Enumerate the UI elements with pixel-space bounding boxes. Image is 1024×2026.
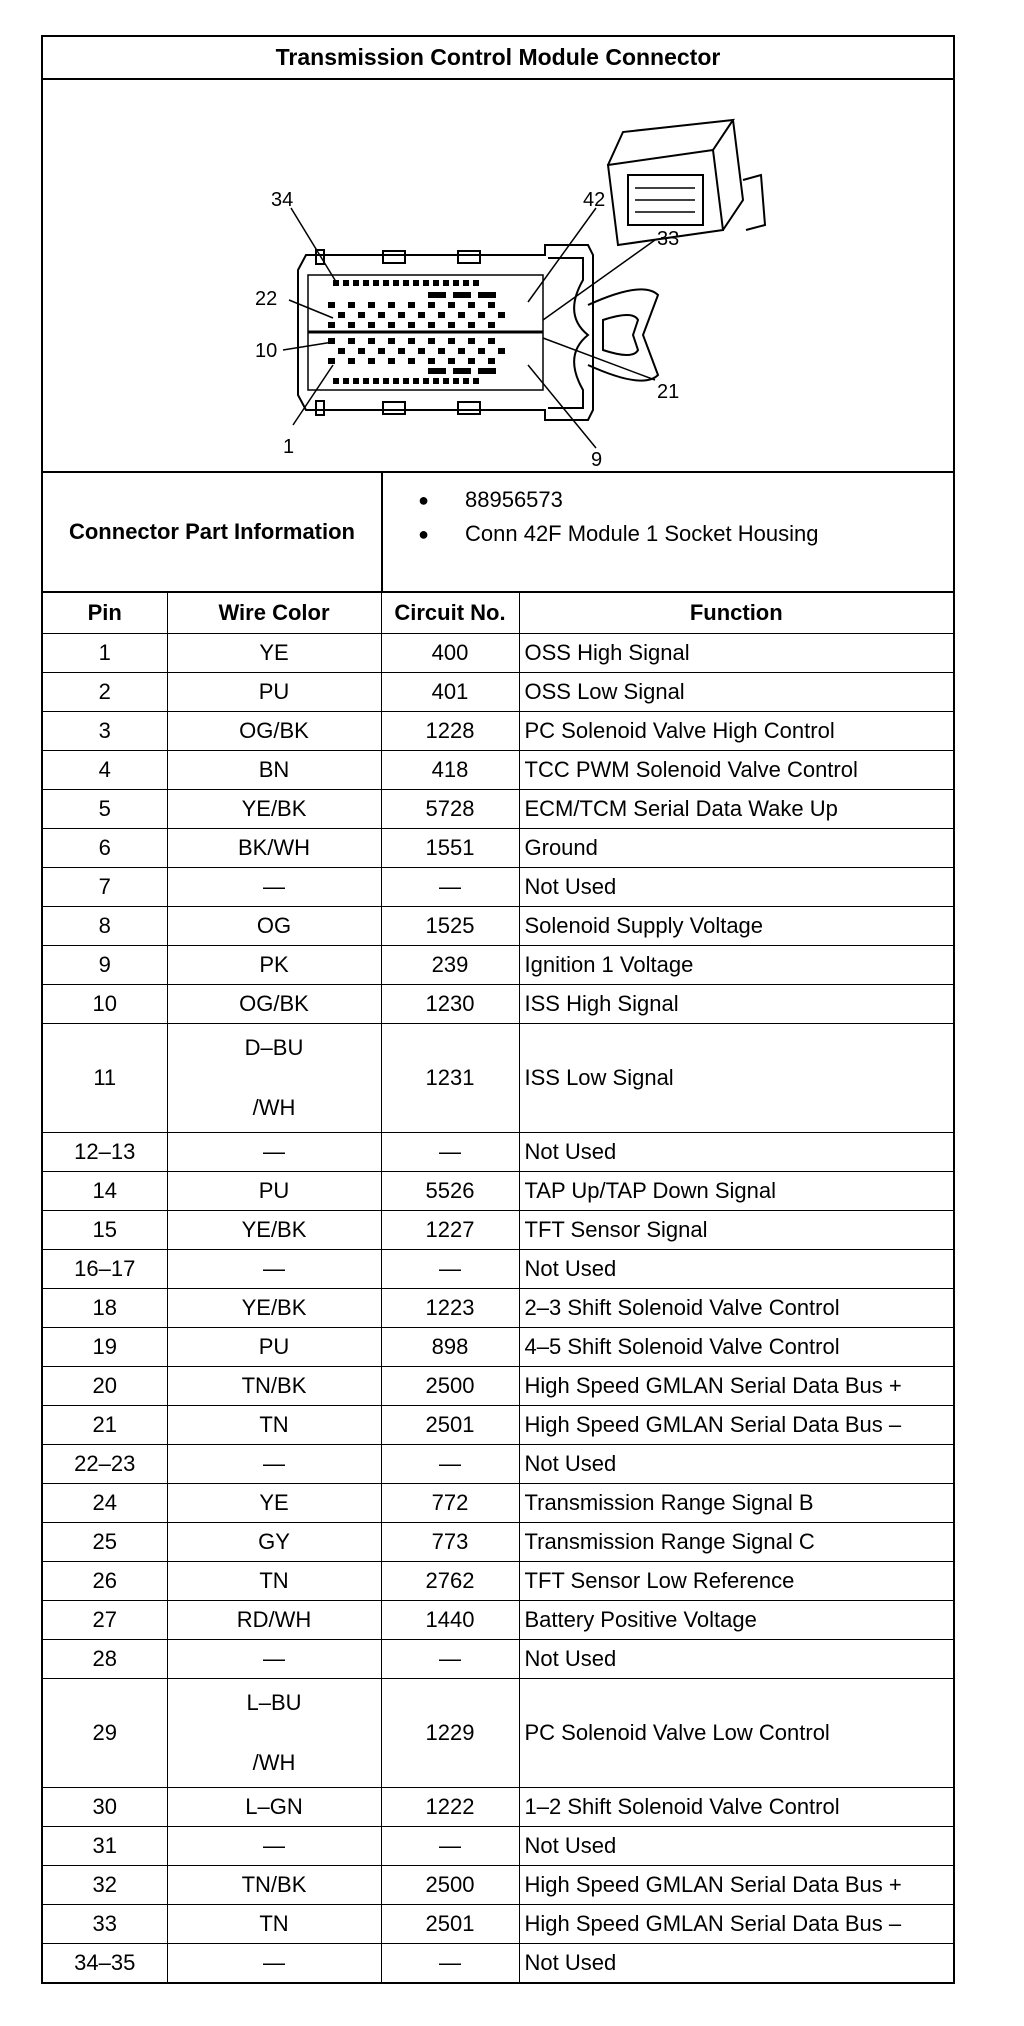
pinout-table	[43, 593, 953, 1982]
function-cell: Not Used	[519, 1250, 953, 1289]
table-row	[43, 1601, 953, 1640]
wire-color-cell: L–GN	[167, 1788, 381, 1827]
table-row	[43, 1562, 953, 1601]
wire-color-cell: PU	[167, 1172, 381, 1211]
pin-cell: 16–17	[43, 1250, 167, 1289]
circuit-cell: 1231	[381, 1024, 519, 1133]
table-row	[43, 1367, 953, 1406]
table-row	[43, 1406, 953, 1445]
circuit-cell: 1227	[381, 1211, 519, 1250]
pin-cell: 25	[43, 1523, 167, 1562]
callout-9: 9	[591, 449, 603, 471]
pin-cell: 7	[43, 868, 167, 907]
circuit-cell: 418	[381, 751, 519, 790]
pin-cell: 4	[43, 751, 167, 790]
circuit-cell: —	[381, 1944, 519, 1983]
info-item	[383, 483, 953, 517]
circuit-cell: 1440	[381, 1601, 519, 1640]
pin-cell: 3	[43, 712, 167, 751]
upper-pin-grid	[328, 280, 505, 328]
table-row	[43, 1250, 953, 1289]
connector-sheet	[41, 35, 955, 1984]
header-circuit-no: Circuit No.	[381, 593, 519, 634]
wire-color-cell: TN/BK	[167, 1866, 381, 1905]
wire-color-cell: YE/BK	[167, 790, 381, 829]
pin-cell: 2	[43, 673, 167, 712]
pin-cell: 18	[43, 1289, 167, 1328]
function-cell: PC Solenoid Valve Low Control	[519, 1679, 953, 1788]
circuit-cell: 1222	[381, 1788, 519, 1827]
function-cell: Transmission Range Signal B	[519, 1484, 953, 1523]
circuit-cell: 1551	[381, 829, 519, 868]
callout-21: 21	[657, 381, 680, 403]
function-cell: OSS High Signal	[519, 634, 953, 673]
function-cell: High Speed GMLAN Serial Data Bus –	[519, 1406, 953, 1445]
pin-cell: 19	[43, 1328, 167, 1367]
table-row	[43, 1211, 953, 1250]
wire-color-cell: YE/BK	[167, 1211, 381, 1250]
callout-33: 33	[657, 228, 680, 250]
circuit-cell: 239	[381, 946, 519, 985]
table-header-row	[43, 593, 953, 634]
function-cell: 2–3 Shift Solenoid Valve Control	[519, 1289, 953, 1328]
function-cell: Not Used	[519, 868, 953, 907]
wire-color-cell: TN	[167, 1562, 381, 1601]
wire-color-stripe: /WH	[252, 1095, 296, 1120]
connector-part-info-label: Connector Part Information	[43, 473, 383, 591]
wire-color-cell: —	[167, 1133, 381, 1172]
pin-cell: 32	[43, 1866, 167, 1905]
table-row	[43, 712, 953, 751]
connector-diagram	[43, 80, 953, 473]
pin-cell: 26	[43, 1562, 167, 1601]
pin-cell: 10	[43, 985, 167, 1024]
function-cell: 1–2 Shift Solenoid Valve Control	[519, 1788, 953, 1827]
pin-cell: 34–35	[43, 1944, 167, 1983]
wire-color-cell: OG	[167, 907, 381, 946]
pin-cell: 33	[43, 1905, 167, 1944]
circuit-cell: 1228	[381, 712, 519, 751]
table-row	[43, 1133, 953, 1172]
table-row	[43, 1523, 953, 1562]
pin-cell: 28	[43, 1640, 167, 1679]
wire-color-cell: OG/BK	[167, 712, 381, 751]
circuit-cell: 2500	[381, 1866, 519, 1905]
connector-part-info-list	[383, 473, 953, 591]
function-cell: 4–5 Shift Solenoid Valve Control	[519, 1328, 953, 1367]
connector-part-info	[43, 473, 953, 593]
circuit-cell: —	[381, 1827, 519, 1866]
table-row	[43, 907, 953, 946]
function-cell: OSS Low Signal	[519, 673, 953, 712]
wire-color-cell: TN/BK	[167, 1367, 381, 1406]
pin-cell: 27	[43, 1601, 167, 1640]
function-cell: Not Used	[519, 1445, 953, 1484]
function-cell: TAP Up/TAP Down Signal	[519, 1172, 953, 1211]
bullet-icon: ●	[418, 523, 429, 544]
table-row	[43, 1024, 953, 1133]
circuit-cell: 400	[381, 634, 519, 673]
function-cell: High Speed GMLAN Serial Data Bus +	[519, 1866, 953, 1905]
pin-cell: 6	[43, 829, 167, 868]
table-row	[43, 985, 953, 1024]
table-row	[43, 751, 953, 790]
function-cell: ECM/TCM Serial Data Wake Up	[519, 790, 953, 829]
wire-color-cell	[167, 1024, 381, 1133]
function-cell: Ignition 1 Voltage	[519, 946, 953, 985]
table-row	[43, 1866, 953, 1905]
table-row	[43, 946, 953, 985]
table-row	[43, 790, 953, 829]
pin-cell: 9	[43, 946, 167, 985]
wire-color-primary: D–BU	[244, 1035, 304, 1060]
table-row	[43, 673, 953, 712]
table-row	[43, 1679, 953, 1788]
pin-cell: 20	[43, 1367, 167, 1406]
wire-color-cell: PK	[167, 946, 381, 985]
circuit-cell: 2501	[381, 1406, 519, 1445]
table-row	[43, 1640, 953, 1679]
function-cell: Transmission Range Signal C	[519, 1523, 953, 1562]
wire-color-cell: —	[167, 1640, 381, 1679]
callout-22: 22	[255, 288, 278, 310]
pin-cell: 29	[43, 1679, 167, 1788]
wire-color-cell: PU	[167, 1328, 381, 1367]
function-cell: Battery Positive Voltage	[519, 1601, 953, 1640]
pin-cell: 15	[43, 1211, 167, 1250]
pin-cell: 22–23	[43, 1445, 167, 1484]
table-row	[43, 1484, 953, 1523]
wire-color-cell: YE/BK	[167, 1289, 381, 1328]
callout-42: 42	[583, 189, 606, 211]
circuit-cell: 1525	[381, 907, 519, 946]
function-cell: Not Used	[519, 1827, 953, 1866]
wire-color-cell: RD/WH	[167, 1601, 381, 1640]
function-cell: ISS Low Signal	[519, 1024, 953, 1133]
callout-1: 1	[283, 436, 295, 458]
connector-face-drawing	[43, 80, 952, 471]
wire-color-cell: —	[167, 1944, 381, 1983]
function-cell: Not Used	[519, 1640, 953, 1679]
function-cell: Not Used	[519, 1133, 953, 1172]
sheet-title: Transmission Control Module Connector	[43, 37, 953, 80]
header-wire-color: Wire Color	[167, 593, 381, 634]
wire-color-cell: —	[167, 1827, 381, 1866]
wire-color-cell: —	[167, 1250, 381, 1289]
function-cell: Not Used	[519, 1944, 953, 1983]
table-row	[43, 868, 953, 907]
wire-color-cell: PU	[167, 673, 381, 712]
wire-color-cell: YE	[167, 634, 381, 673]
function-cell: ISS High Signal	[519, 985, 953, 1024]
circuit-cell: 1229	[381, 1679, 519, 1788]
circuit-cell: 1230	[381, 985, 519, 1024]
pin-cell: 21	[43, 1406, 167, 1445]
info-item	[383, 517, 953, 551]
circuit-cell: 5526	[381, 1172, 519, 1211]
function-cell: Ground	[519, 829, 953, 868]
pin-cell: 1	[43, 634, 167, 673]
wire-color-cell	[167, 1679, 381, 1788]
pin-cell: 5	[43, 790, 167, 829]
pin-cell: 8	[43, 907, 167, 946]
wire-color-cell: BK/WH	[167, 829, 381, 868]
callout-10: 10	[255, 340, 278, 362]
circuit-cell: 773	[381, 1523, 519, 1562]
circuit-cell: —	[381, 868, 519, 907]
table-row	[43, 1905, 953, 1944]
function-cell: TFT Sensor Low Reference	[519, 1562, 953, 1601]
header-pin: Pin	[43, 593, 167, 634]
circuit-cell: —	[381, 1640, 519, 1679]
wire-color-cell: —	[167, 1445, 381, 1484]
circuit-cell: —	[381, 1250, 519, 1289]
circuit-cell: —	[381, 1133, 519, 1172]
connector-face	[298, 245, 658, 420]
circuit-cell: 2762	[381, 1562, 519, 1601]
wire-color-cell: TN	[167, 1905, 381, 1944]
wire-color-stripe: /WH	[252, 1750, 296, 1775]
pin-cell: 24	[43, 1484, 167, 1523]
wire-color-cell: OG/BK	[167, 985, 381, 1024]
circuit-cell: 1223	[381, 1289, 519, 1328]
table-row	[43, 829, 953, 868]
callout-34: 34	[271, 189, 294, 211]
connector-thumbnail-icon	[608, 120, 765, 245]
function-cell: High Speed GMLAN Serial Data Bus –	[519, 1905, 953, 1944]
table-row	[43, 1172, 953, 1211]
circuit-cell: —	[381, 1445, 519, 1484]
table-row	[43, 1827, 953, 1866]
wire-color-cell: BN	[167, 751, 381, 790]
pin-cell: 14	[43, 1172, 167, 1211]
pinout-rows	[43, 634, 953, 1983]
pin-cell: 31	[43, 1827, 167, 1866]
circuit-cell: 5728	[381, 790, 519, 829]
table-row	[43, 1788, 953, 1827]
circuit-cell: 2500	[381, 1367, 519, 1406]
table-row	[43, 1944, 953, 1983]
wire-color-primary: L–BU	[246, 1690, 302, 1715]
circuit-cell: 898	[381, 1328, 519, 1367]
table-row	[43, 1289, 953, 1328]
pin-cell: 12–13	[43, 1133, 167, 1172]
table-row	[43, 634, 953, 673]
header-function: Function	[519, 593, 953, 634]
wire-color-cell: GY	[167, 1523, 381, 1562]
bullet-icon: ●	[418, 489, 429, 510]
function-cell: TCC PWM Solenoid Valve Control	[519, 751, 953, 790]
part-number: 88956573	[465, 487, 563, 512]
circuit-cell: 401	[381, 673, 519, 712]
circuit-cell: 2501	[381, 1905, 519, 1944]
circuit-cell: 772	[381, 1484, 519, 1523]
wire-color-cell: YE	[167, 1484, 381, 1523]
function-cell: Solenoid Supply Voltage	[519, 907, 953, 946]
function-cell: PC Solenoid Valve High Control	[519, 712, 953, 751]
wire-color-cell: —	[167, 868, 381, 907]
function-cell: High Speed GMLAN Serial Data Bus +	[519, 1367, 953, 1406]
table-row	[43, 1328, 953, 1367]
pin-cell: 30	[43, 1788, 167, 1827]
function-cell: TFT Sensor Signal	[519, 1211, 953, 1250]
lower-pin-grid	[328, 338, 505, 384]
housing-description: Conn 42F Module 1 Socket Housing	[465, 521, 819, 546]
pin-cell: 11	[43, 1024, 167, 1133]
wire-color-cell: TN	[167, 1406, 381, 1445]
table-row	[43, 1445, 953, 1484]
